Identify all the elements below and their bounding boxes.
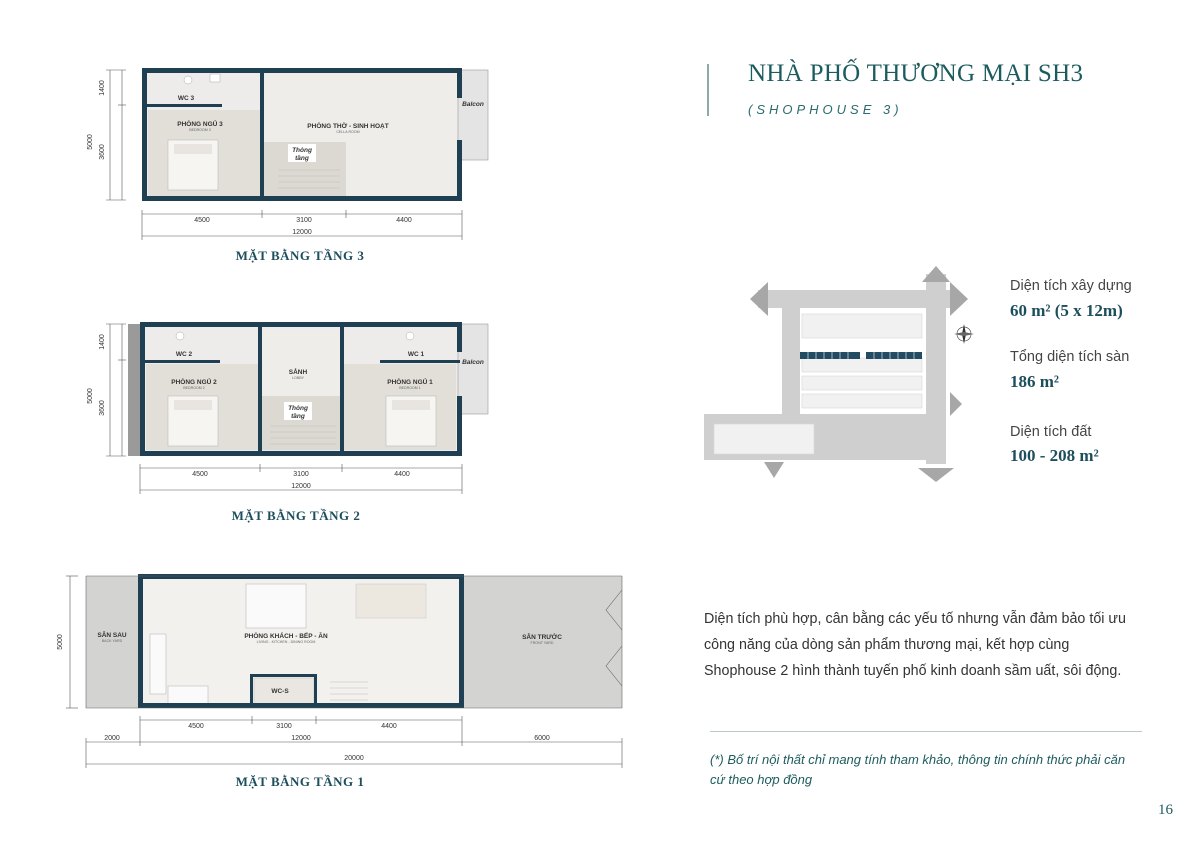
void-label-2: tầng <box>291 413 305 420</box>
title-accent-bar <box>707 64 709 116</box>
room-wcs: WC-S <box>271 688 289 695</box>
dim-width-total: 12000 <box>291 483 311 490</box>
dim-house: 12000 <box>291 735 311 742</box>
room-worship: PHÒNG THỜ - SINH HOẠT <box>307 123 389 130</box>
room-bedroom2-sub: BEDROOM 2 <box>183 386 205 390</box>
room-backyard: SÂN SAU <box>97 632 127 639</box>
room-backyard-sub: BACK YARD <box>101 639 123 643</box>
dim-height-2: 3600 <box>99 400 106 416</box>
dim-width-total: 12000 <box>292 229 312 236</box>
void-label-2: tầng <box>295 155 309 162</box>
dim-width-1: 4500 <box>188 723 204 730</box>
room-bedroom1: PHÒNG NGỦ 1 <box>387 379 433 386</box>
land-area-label: Diện tích đất <box>1010 424 1092 440</box>
dim-height-2: 3600 <box>99 144 106 160</box>
construction-area-value: 60 m² (5 x 12m) <box>1010 301 1123 320</box>
void-label-1: Thông <box>288 405 308 412</box>
dim-width-3: 4400 <box>381 723 397 730</box>
floor-3-plan <box>80 60 500 250</box>
dim-height-1: 1400 <box>99 334 106 350</box>
dim-width-2: 3100 <box>293 471 309 478</box>
dim-width-1: 4500 <box>192 471 208 478</box>
dim-width-2: 3100 <box>296 217 312 224</box>
dim-height-total: 5000 <box>87 388 94 404</box>
disclaimer-note: (*) Bố trí nội thất chỉ mang tính tham khảo, thông tin chính thức phải căn cứ theo hợp đồng <box>710 752 1126 787</box>
dim-height-1: 1400 <box>99 80 106 96</box>
room-bedroom3-sub: BEDROOM 3 <box>189 128 211 132</box>
page-title: NHÀ PHỐ THƯƠNG MẠI SH3 <box>748 60 1084 87</box>
room-bedroom1-sub: BEDROOM 1 <box>399 386 421 390</box>
description-paragraph: Diện tích phù hợp, cân bằng các yếu tố nhưng vẫn đảm bảo tối ưu công năng của dòng sản phẩm thương mại, kết hợp cùng Shophouse 2 hình thành tuyến phố kinh doanh sầm uất, sôi động. <box>704 611 1126 679</box>
dim-width-1: 4500 <box>194 217 210 224</box>
balcony-label: Balcon <box>462 101 484 108</box>
floor-area-label: Tổng diện tích sàn <box>1010 349 1130 365</box>
dim-front-yard: 6000 <box>534 735 550 742</box>
dim-total: 20000 <box>344 755 364 762</box>
dim-height-total: 5000 <box>87 134 94 150</box>
room-wc2: WC 2 <box>175 351 193 358</box>
room-frontyard: SÂN TRƯỚC <box>522 634 562 641</box>
room-living: PHÒNG KHÁCH - BẾP - ĂN <box>244 633 328 640</box>
divider <box>710 731 1142 732</box>
room-lobby: SẢNH <box>288 369 308 376</box>
room-bedroom3: PHÒNG NGỦ 3 <box>177 121 223 128</box>
floor-2-title: MẶT BẰNG TẦNG 2 <box>231 508 361 523</box>
dim-back-yard: 2000 <box>104 735 120 742</box>
construction-area-label: Diện tích xây dựng <box>1010 278 1132 294</box>
floor-area-value: 186 m² <box>1010 372 1060 391</box>
floor-3-title: MẶT BẰNG TẦNG 3 <box>235 248 365 263</box>
dim-width-2: 3100 <box>276 723 292 730</box>
void-label-1: Thông <box>292 147 312 154</box>
room-worship-sub: CELLA ROOM <box>336 130 360 134</box>
land-area-value: 100 - 208 m² <box>1010 446 1099 465</box>
room-wc3: WC 3 <box>177 95 195 102</box>
floor-2-plan <box>80 318 500 508</box>
room-lobby-sub: LOBBY <box>292 376 304 380</box>
room-frontyard-sub: FRONT YARD <box>530 641 554 645</box>
floor-1-title: MẶT BẰNG TẦNG 1 <box>235 774 365 789</box>
dim-height-total: 5000 <box>57 634 64 650</box>
page-subtitle: (SHOPHOUSE 3) <box>748 102 903 117</box>
room-living-sub: LIVING - KITCHEN - DINING ROOM <box>256 640 316 644</box>
site-location-map <box>704 264 976 491</box>
room-bedroom2: PHÒNG NGỦ 2 <box>171 379 217 386</box>
compass-icon <box>954 324 974 344</box>
floor-1-plan <box>50 570 640 770</box>
balcony-label: Balcon <box>462 359 484 366</box>
dim-width-3: 4400 <box>396 217 412 224</box>
room-wc1: WC 1 <box>407 351 425 358</box>
page-number: 16 <box>1158 802 1173 818</box>
dim-width-3: 4400 <box>394 471 410 478</box>
